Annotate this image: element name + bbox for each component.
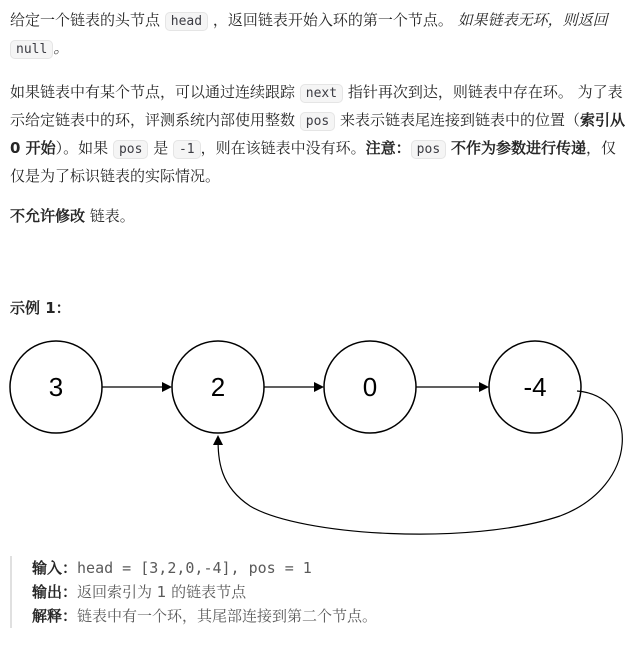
input-value: head = [3,2,0,-4], pos = 1 <box>77 559 312 577</box>
node-1-label: 2 <box>210 372 226 402</box>
example-block <box>10 556 610 628</box>
example-explain-row <box>32 604 610 628</box>
output-value: 返回索引为 1 的链表节点 <box>77 583 247 601</box>
node-0 <box>10 341 102 433</box>
code-next: next <box>300 84 343 103</box>
code-head: head <box>165 12 208 31</box>
code-pos-3: pos <box>411 140 446 159</box>
intro-paragraph <box>10 7 626 63</box>
cycle-text-4: ）。如果 <box>55 139 113 157</box>
cycle-text-2: 指针再次到达，则链表中存在环。 为了表示给定链表中的环，评测系统内部使用整数 <box>10 83 623 129</box>
example-title-text: 示例 1： <box>10 299 71 317</box>
input-label: 输入： <box>32 559 78 577</box>
explain-label: 解释： <box>32 607 78 625</box>
example-title <box>10 295 626 321</box>
intro-emphasis-1: 如果链表无环，则返回 <box>457 11 608 29</box>
node-1 <box>172 341 264 433</box>
output-label: 输出： <box>32 583 78 601</box>
cycle-text-6: ，则在该链表中没有环。 <box>200 139 366 157</box>
code-pos-2: pos <box>113 140 148 159</box>
no-modify-text: 链表。 <box>85 207 135 225</box>
cycle-text-1: 如果链表中有某个节点，可以通过连续跟踪 <box>10 83 300 101</box>
bold-no-modify: 不允许修改 <box>10 207 86 225</box>
node-0-label: 3 <box>48 372 64 402</box>
node-2-label: 0 <box>362 372 378 402</box>
cycle-text-3: 来表示链表尾连接到链表中的位置（ <box>335 111 581 129</box>
code-pos-1: pos <box>300 112 335 131</box>
example-input-row <box>32 556 610 580</box>
code-null: null <box>10 40 53 59</box>
node-3 <box>489 341 581 433</box>
intro-text-1: 给定一个链表的头节点 <box>10 11 165 29</box>
cycle-text-8: ，仅仅是为了标识链表的实际情况。 <box>10 139 616 185</box>
example-output-row <box>32 580 610 604</box>
cycle-paragraph <box>10 79 626 189</box>
intro-text-2: ，返回链表开始入环的第一个节点。 <box>208 11 458 29</box>
explain-value: 链表中有一个环，其尾部连接到第二个节点。 <box>77 607 378 625</box>
bold-note: 注意： <box>365 139 411 157</box>
no-modify-paragraph <box>10 203 626 229</box>
linked-list-diagram <box>0 336 636 541</box>
code-minus-one: -1 <box>173 140 201 159</box>
cycle-text-5: 是 <box>148 139 173 157</box>
intro-emphasis-2: 。 <box>53 39 69 57</box>
bold-index-from-zero: 索引从 0 开始 <box>10 111 626 157</box>
node-2 <box>324 341 416 433</box>
bold-not-passed: 不作为参数进行传递 <box>450 139 586 157</box>
node-3-label: -4 <box>523 372 547 402</box>
